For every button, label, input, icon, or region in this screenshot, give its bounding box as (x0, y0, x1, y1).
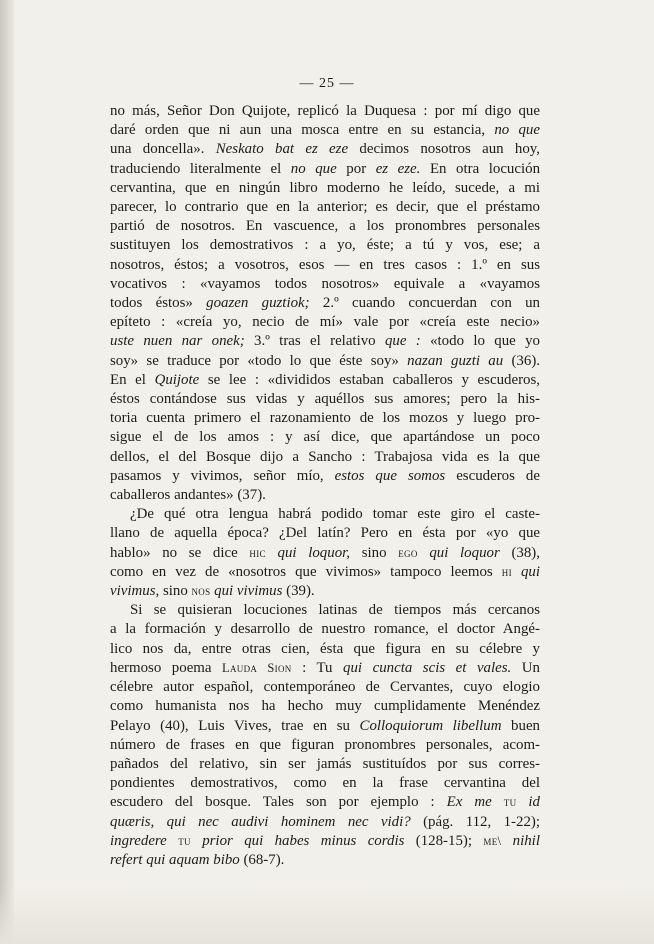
text-segment: goazen guztiok; (206, 295, 310, 312)
text-line (110, 390, 540, 409)
text-line (110, 793, 540, 812)
text-line (110, 736, 540, 755)
text-segment: ez eze. (375, 160, 421, 177)
text-segment: hic (249, 545, 266, 560)
text-segment: escudero del bosque. Tales son por ejemplo : (110, 794, 447, 811)
text-segment: partió de nosotros. En vascuence, a los pronombres personales (110, 218, 540, 235)
text-segment: se lee : «divididos estaban caballeros y escuderos, (199, 371, 540, 388)
text-segment: como humanista nos ha hecho muy cumplidamente Menéndez (110, 698, 540, 715)
text-segment: dellos, el del Bosque dijo a Sancho : Trabajosa vida es la que (110, 448, 540, 465)
text-segment: me\ (483, 833, 502, 848)
text-segment (266, 545, 278, 561)
text-segment: escuderos de (445, 467, 540, 484)
text-line (110, 620, 540, 639)
text-segment: número de frases en que figuran pronombres personales, acom- (110, 736, 540, 753)
text-segment: epíteto : «creía yo, necio de mí» vale por «creía este necio» (110, 314, 540, 331)
text-line (110, 582, 540, 601)
text-segment: caballeros andantes» (37). (110, 487, 266, 504)
text-line (110, 332, 540, 351)
text-line (110, 678, 540, 697)
text-line (110, 256, 540, 275)
text-segment: soy» se traduce por «todo lo que éste soy» (110, 352, 408, 369)
text-segment: (pág. 112, 1-22); (410, 813, 541, 830)
text-line (110, 371, 540, 390)
text-segment: nazan guzti au (407, 352, 504, 369)
text-segment: id (528, 794, 540, 811)
text-line (110, 505, 540, 524)
text-line (110, 755, 540, 774)
text-segment: sino (350, 544, 399, 561)
text-line (110, 851, 540, 870)
text-segment: qui (520, 563, 540, 580)
text-segment: toria cuenta primero el razonamiento de los mozos y luego pro- (110, 410, 540, 427)
text-segment: llano de aquella época? ¿Del latín? Pero en ésta por «yo que (110, 525, 540, 542)
text-segment: En otra locución (420, 160, 541, 177)
text-segment (418, 545, 430, 561)
text-segment: (128-15); (404, 832, 484, 849)
text-segment: prior qui habes minus cordis (202, 832, 405, 849)
text-line (110, 563, 540, 582)
text-segment: no más, Señor Don Quijote, replicó la Duquesa : por mí digo que (110, 103, 540, 119)
text-segment: 3.º tras el relativo (244, 333, 385, 350)
text-segment: éstos contándose sus vidas y aquéllos sus amores; pero la his- (110, 391, 540, 408)
text-segment: ingredere (110, 832, 167, 849)
text-line (110, 448, 540, 467)
text-line (110, 717, 540, 736)
text-segment: quæris, qui nec audivi hominem nec vidi? (110, 813, 411, 830)
text-segment: lico nos da, entre otras cien, ésta que figura en su célebre y (110, 640, 540, 657)
text-line (110, 160, 540, 179)
text-line (110, 140, 540, 159)
text-segment: (38), (499, 544, 540, 561)
text-segment: refert qui aquam bibo (110, 851, 240, 868)
text-segment: Si se quisieran locuciones latinas de tiempos más cercanos (130, 602, 540, 619)
page-bottom-shadow (0, 884, 654, 944)
text-line (110, 697, 540, 716)
text-segment: Ex me (446, 794, 492, 811)
text-line (110, 121, 540, 140)
text-segment (492, 794, 504, 810)
text-segment: cervantina, que en ningún libro moderno he leído, sucede, a mi (110, 179, 540, 196)
text-segment: nos (191, 584, 211, 599)
text-segment: decimos nosotros aun hoy, (348, 141, 540, 158)
text-segment: «todo lo que yo (420, 333, 541, 350)
text-line (110, 659, 540, 678)
text-segment: nihil (512, 832, 540, 849)
page-edge-shadow (0, 0, 14, 944)
text-segment: uste nuen nar onek; (110, 333, 245, 350)
text-segment: no que (494, 122, 540, 139)
text-segment: todos éstos» (110, 295, 207, 312)
text-segment: una doncella». (110, 141, 216, 158)
text-line (110, 275, 540, 294)
text-segment: (39). (282, 583, 315, 600)
text-line (110, 236, 540, 255)
text-segment: célebre autor español, contemporáneo de Cervantes, cuyo elogio (110, 679, 540, 696)
text-segment (512, 564, 521, 580)
text-segment: traduciendo literalmente el (110, 160, 291, 177)
text-segment: Lauda Sion (222, 660, 292, 675)
text-segment: tu (503, 795, 517, 810)
text-line (110, 294, 540, 313)
text-line (110, 179, 540, 198)
text-segment: daré orden que ni aun una mosca entre en su estancia, (110, 122, 495, 139)
text-segment: Neskato bat ez eze (215, 141, 349, 158)
text-segment (501, 833, 512, 849)
text-segment (191, 833, 202, 849)
text-segment: Quijote (154, 371, 200, 388)
text-line (110, 486, 540, 505)
text-line (110, 428, 540, 447)
text-segment: hi (501, 564, 512, 579)
text-line (110, 832, 540, 851)
text-line (110, 774, 540, 793)
text-line (110, 217, 540, 236)
body-text (110, 102, 540, 870)
text-line (110, 409, 540, 428)
text-segment: como en vez de «nosotros que vivimos» tampoco leemos (110, 563, 502, 580)
text-segment: Colloquiorum libellum (359, 717, 502, 734)
text-segment: En el (110, 371, 155, 388)
text-line (110, 198, 540, 217)
text-segment (516, 794, 528, 810)
text-segment: pondientes demostrativos, como en la frase cervantina del (110, 775, 540, 792)
text-segment: Un (511, 659, 540, 676)
text-segment: ego (398, 545, 418, 560)
text-segment (167, 833, 178, 849)
text-segment: sigue el de los amos : y así dice, que apartándose un poco (110, 429, 540, 446)
text-line (110, 313, 540, 332)
text-segment: (68-7). (239, 851, 285, 868)
text-segment: qui cuncta scis et vales. (343, 659, 512, 676)
text-line (110, 544, 540, 563)
text-line (110, 640, 540, 659)
text-segment: : Tu (291, 659, 344, 676)
text-segment: no que (290, 160, 337, 177)
text-segment: hermoso poema (110, 659, 223, 676)
text-segment: qui vivimus (214, 583, 283, 600)
text-segment: vivimus, (110, 583, 160, 600)
text-segment: hablo» no se dice (110, 544, 250, 561)
text-segment: pañados del relativo, sin ser jamás sustituídos por sus corres- (110, 755, 540, 772)
text-line (110, 601, 540, 620)
text-line (110, 524, 540, 543)
text-segment: estos que somos (334, 467, 446, 484)
text-segment: qui loquor (429, 544, 500, 561)
text-line (110, 102, 540, 121)
text-segment: pasamos y vivimos, señor mío, (110, 467, 335, 484)
text-segment: 2.º cuando concuerdan con un (309, 295, 540, 312)
text-segment: parecer, lo contrario que en la anterior; es decir, que el préstamo (110, 199, 540, 216)
text-segment: nosotros, éstos; a vosotros, esos — en tres casos : 1.º en sus (110, 256, 540, 273)
text-segment: sustituyen los demostrativos : a yo, éste; a tú y vos, ese; a (110, 237, 540, 254)
text-segment: buen (501, 717, 540, 734)
text-segment: por (336, 160, 376, 177)
page-number: — 25 — (299, 76, 355, 91)
text-segment: sino (159, 583, 192, 600)
text-segment: qui loquor, (277, 544, 351, 561)
text-segment: (36). (503, 352, 540, 369)
text-line (110, 467, 540, 486)
text-segment: a la formación y desarrollo de nuestro romance, el doctor Angé- (110, 621, 540, 638)
text-segment: que : (384, 333, 421, 350)
text-segment: tu (178, 833, 191, 848)
text-line (110, 352, 540, 371)
text-segment: vocativos : «vayamos todos nosotros» equivale a «vayamos (110, 275, 540, 292)
text-line (110, 813, 540, 832)
text-segment: ¿De qué otra lengua habrá podido tomar este giro el caste- (130, 506, 540, 523)
text-segment: Pelayo (40), Luis Vives, trae en su (110, 717, 360, 734)
